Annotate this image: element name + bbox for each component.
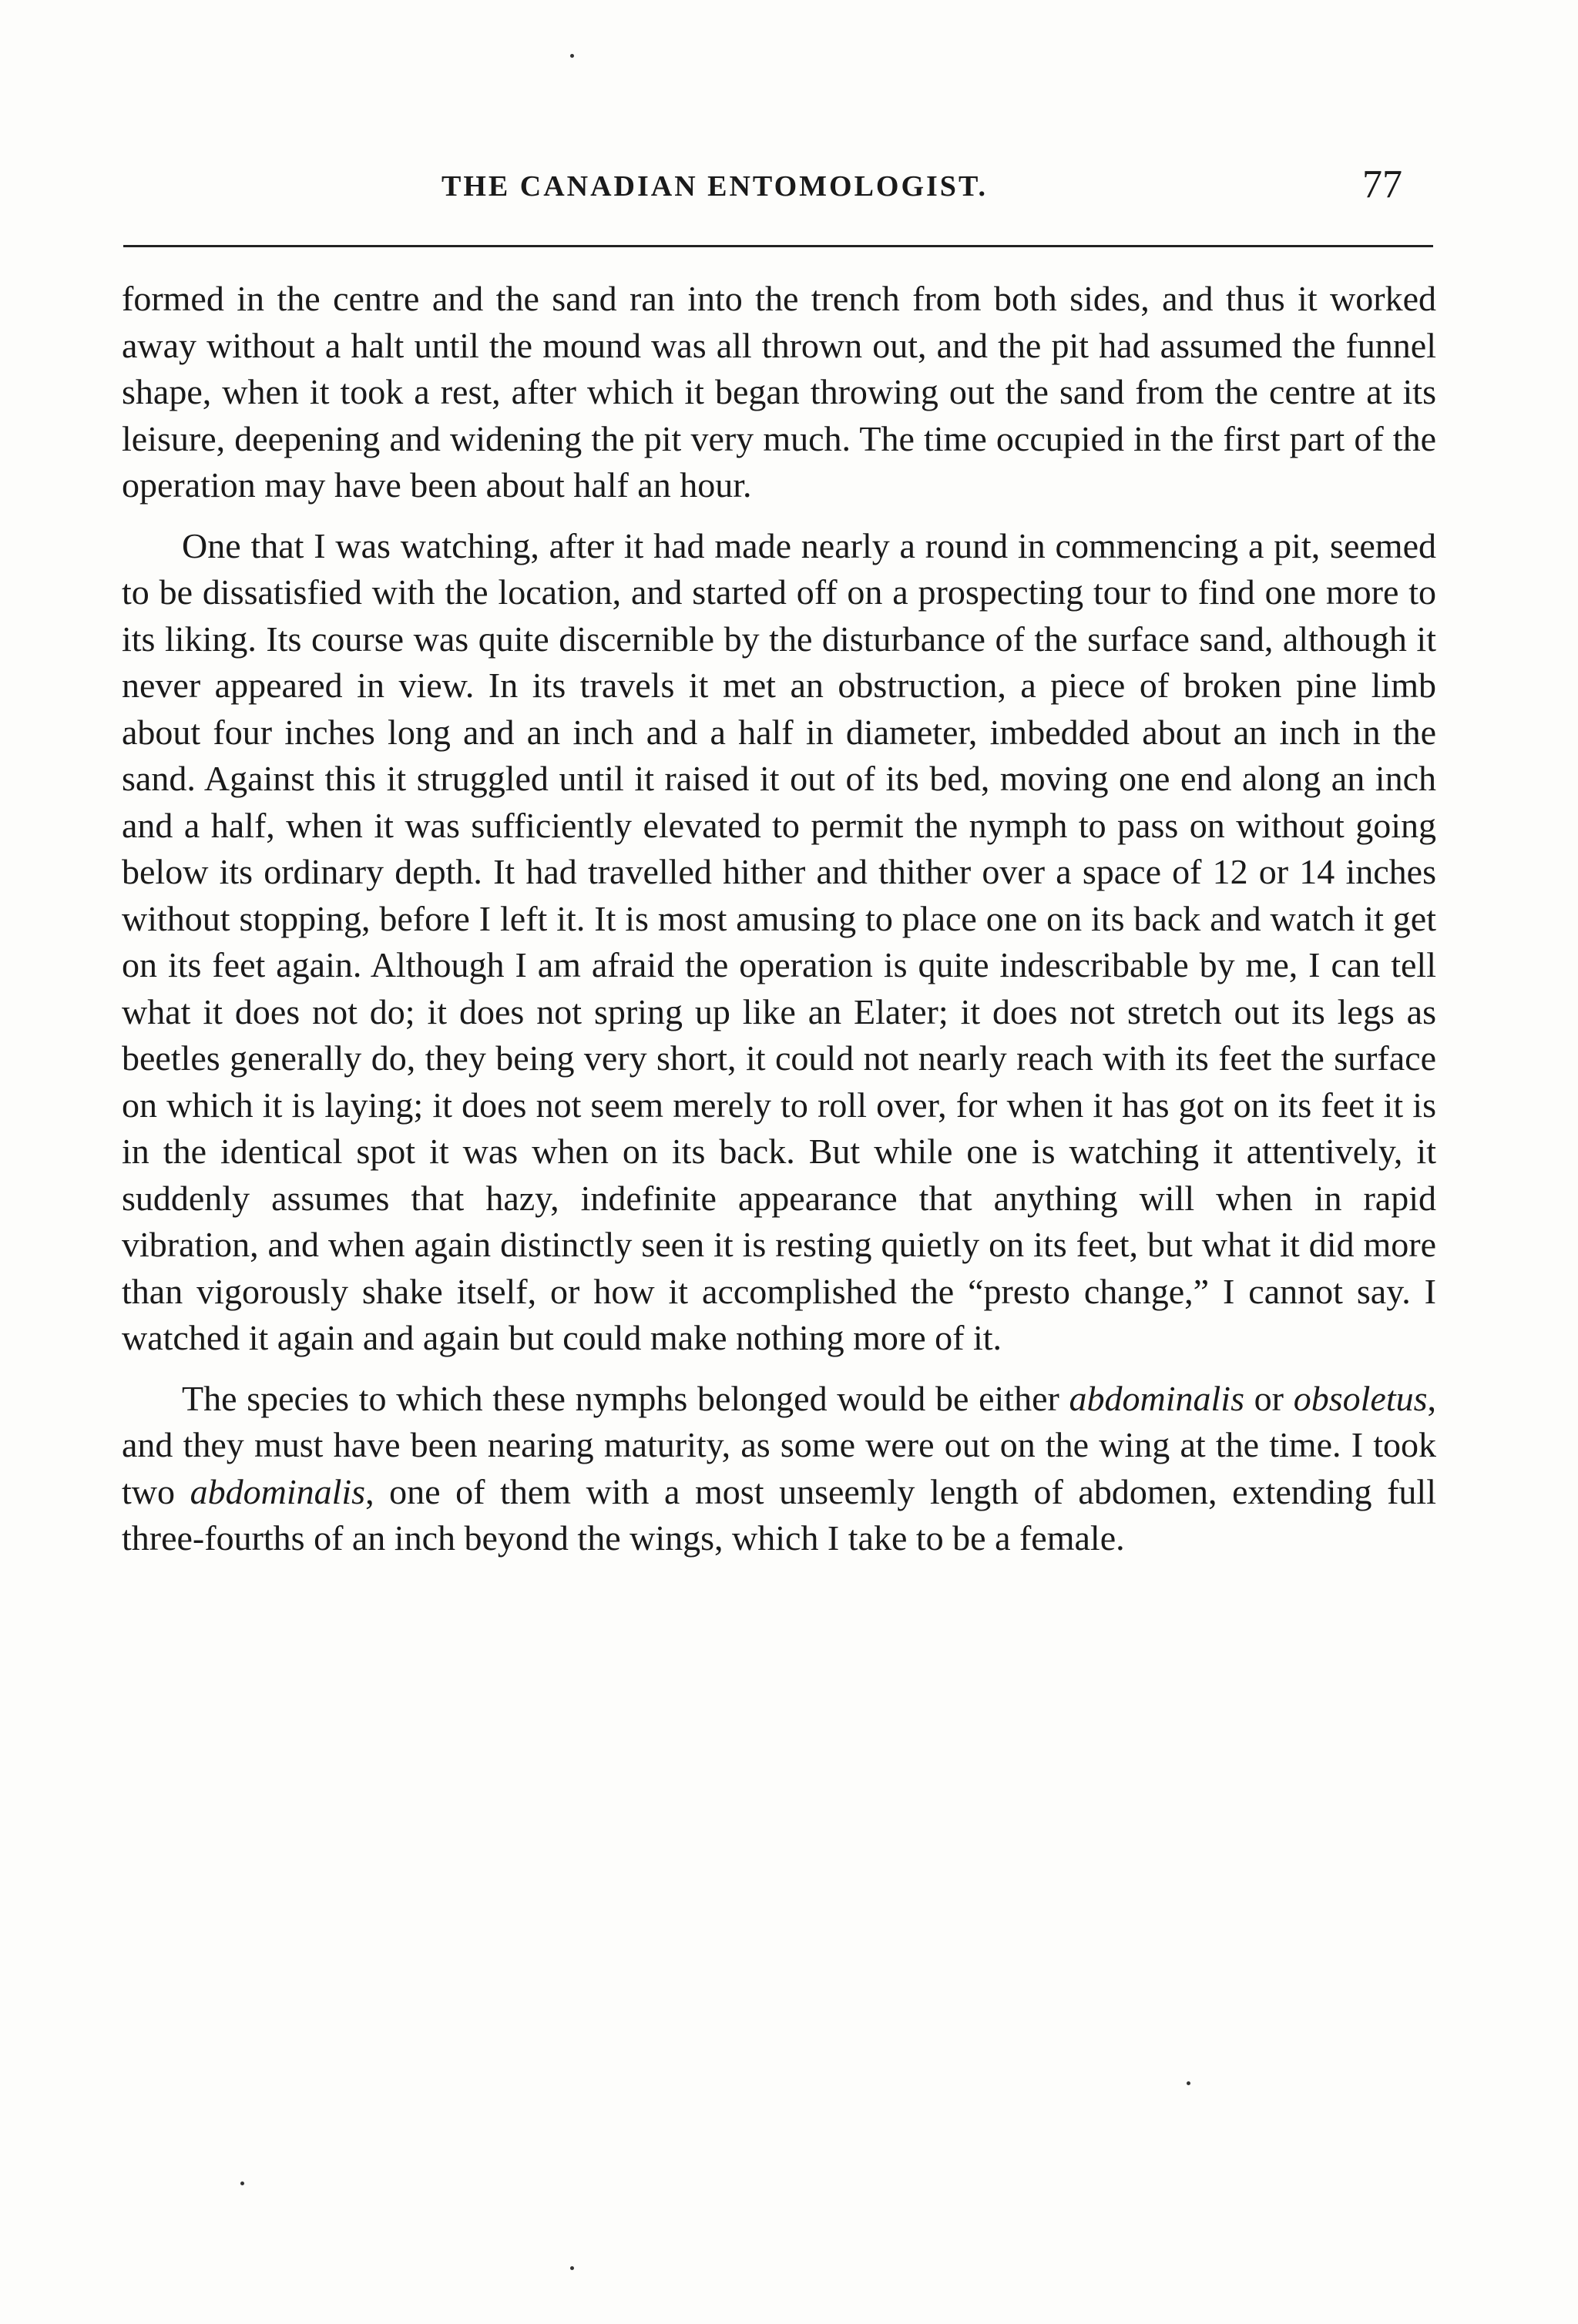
- paragraph-species: [122, 1376, 1436, 1562]
- print-speck: [1187, 2081, 1190, 2085]
- body-text: [122, 276, 1436, 1562]
- page-number: 77: [1362, 163, 1402, 206]
- species-text-2: or: [1244, 1378, 1294, 1418]
- species-text-1: The species to which these nymphs belonged would be either: [182, 1378, 1069, 1418]
- print-speck: [570, 54, 574, 58]
- species-text-3: , and they must have been nearing maturity, as some were out on the wing at the time. I took two: [122, 1378, 1436, 1511]
- species-name-abdominalis-2: abdominalis: [190, 1471, 366, 1511]
- species-name-obsoletus: obsoletus: [1293, 1378, 1428, 1418]
- header-rule: [123, 245, 1433, 247]
- print-speck: [240, 2181, 244, 2185]
- species-text-4: , one of them with a most unseemly length of abdomen, extending full three-fourths of an inch beyond the wings, which I take to be a female.: [122, 1471, 1436, 1558]
- paragraph-continued: formed in the centre and the sand ran into the trench from both sides, and thus it worked away without a halt until the mound was all thrown out, and the pit had assumed the funnel shape, when it took a rest, after which it began throwing out the sand from the centre at its leisure, deepening and widening the pit very much. The time occupied in the first part of the operation may have been about half an hour.: [122, 279, 1436, 505]
- running-head: [123, 162, 1433, 216]
- species-name-abdominalis: abdominalis: [1069, 1378, 1244, 1418]
- print-speck: [570, 2266, 574, 2270]
- paragraph-nymph-behaviour: One that I was watching, after it had made nearly a round in commencing a pit, seemed to be dissatisfied with the location, and started off on a prospecting tour to find one more to its liking. Its course was quite discernible by the disturbance of the surface sand, although it never appeared in view. In its travels it met an obstruction, a piece of broken pine limb about four inches long and an inch and a half in diameter, imbedded about an inch in the sand. Against this it struggled until it raised it out of its bed, moving one end along an inch and a half, when it was sufficiently elevated to permit the nymph to pass on without going below its ordinary depth. It had travelled hither and thither over a space of 12 or 14 inches without stopping, before I left it. It is most amusing to place one on its back and watch it get on its feet again. Although I am afraid the operation is quite indescribable by me, I can tell what it does not do; it does not spring up like an Elater; it does not stretch out its legs as beetles generally do, they being very short, it could not nearly reach with its feet the surface on which it is laying; it does not seem merely to roll over, for when it has got on its feet it is in the identical spot it was when on its back. But while one is watching it attentively, it suddenly assumes that hazy, indefinite appearance that anything will when in rapid vibration, and when again distinctly seen it is resting quietly on its feet, but what it did more than vigorously shake itself, or how it accomplished the “presto change,” I cannot say. I watched it again and again but could make nothing more of it.: [122, 525, 1436, 1357]
- running-title: THE CANADIAN ENTOMOLOGIST.: [442, 170, 988, 203]
